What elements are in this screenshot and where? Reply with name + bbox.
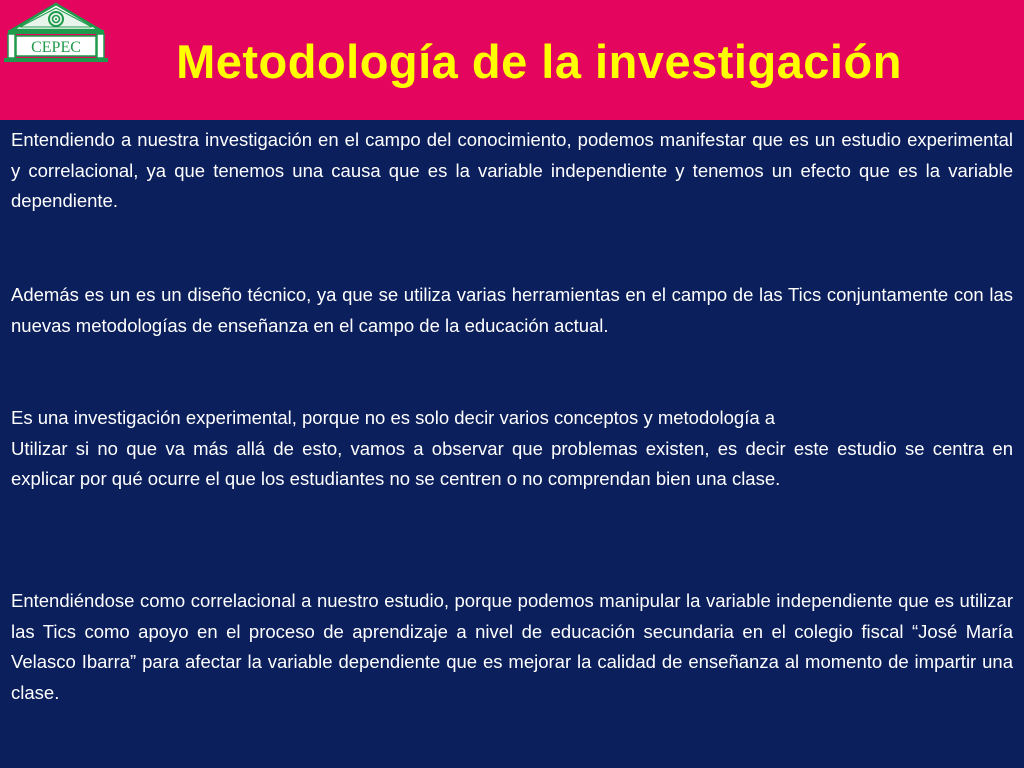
paragraph-3 bbox=[11, 403, 1013, 495]
paragraph-1: Entendiendo a nuestra investigación en el campo del conocimiento, podemos manifestar que es un estudio experimental y correlacional, ya que tenemos una causa que es la variable independiente y tenemos un efecto que es la variable dependiente. bbox=[11, 129, 1013, 212]
logo-text: CEPEC bbox=[31, 39, 81, 56]
paragraph-3-first-line: Es una investigación experimental, porque no es solo decir varios conceptos y metodología a bbox=[11, 407, 776, 428]
paragraph-4: Entendiéndose como correlacional a nuestro estudio, porque podemos manipular la variable independiente que es utilizar las Tics como apoyo en el proceso de aprendizaje a nivel de educación secundaria en el colegio fiscal “José María Velasco Ibarra” para afectar la variable dependiente que es mejorar la calidad de enseñanza al momento de impartir una clase. bbox=[11, 590, 1013, 704]
paragraph-2: Además es un es un diseño técnico, ya que se utiliza varias herramientas en el campo de las Tics conjuntamente con las nuevas metodologías de enseñanza en el campo de la educación actual. bbox=[11, 284, 1013, 336]
paragraph-3-continuation: Utilizar si no que va más allá de esto, vamos a observar que problemas existen, es decir este estudio se centra en explicar por qué ocurre el que los estudiantes no se centren o no comprendan bien una clase. bbox=[11, 437, 1013, 490]
header-banner bbox=[0, 0, 1024, 120]
slide-title: Metodología de la investigación bbox=[176, 35, 902, 88]
